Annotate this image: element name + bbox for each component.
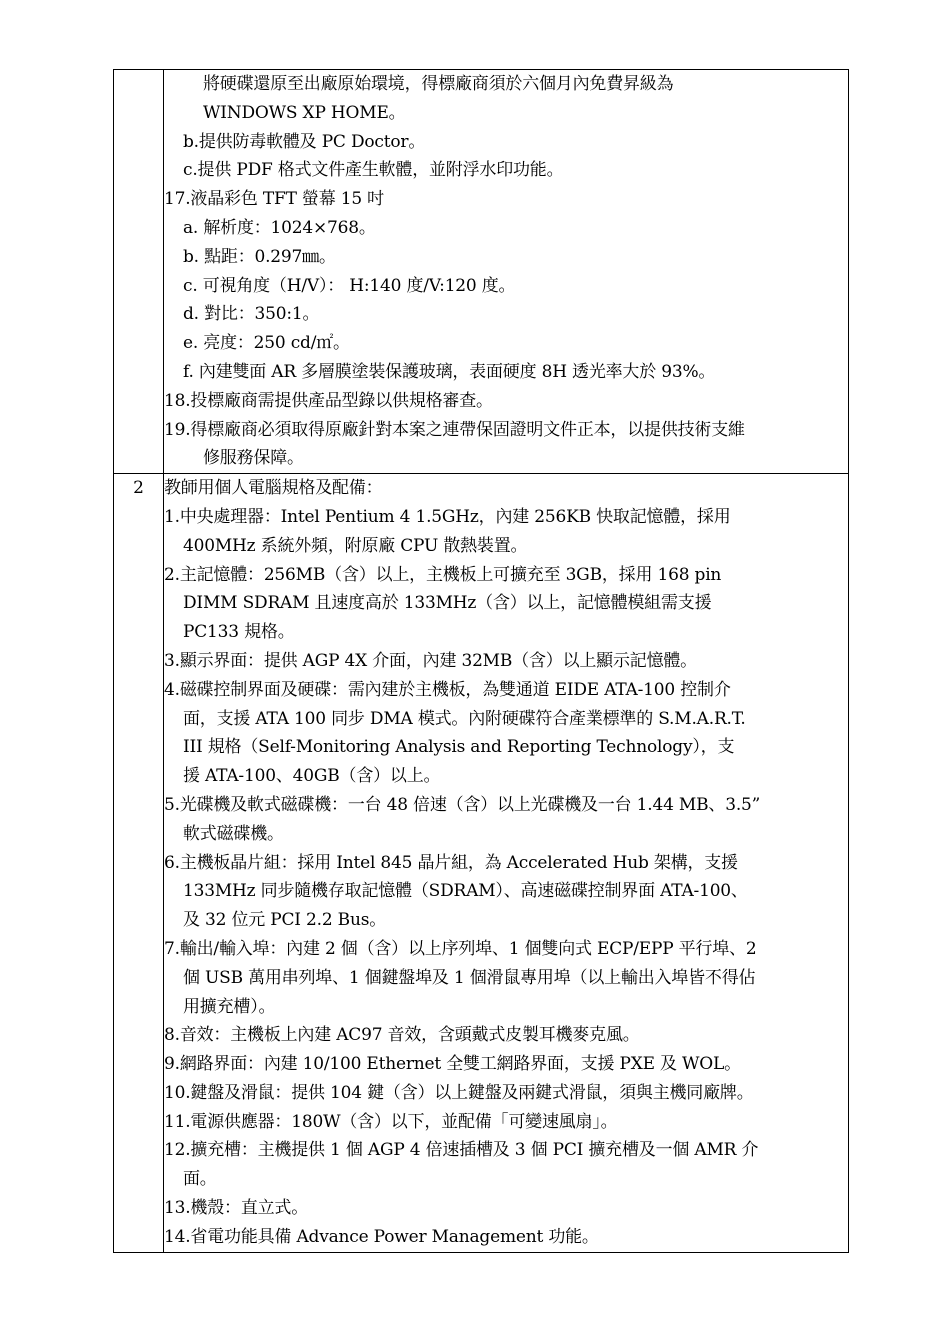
spec-line: 400MHz 系統外頻，附原廠 CPU 散熱裝置。 (183, 535, 528, 556)
spec-line: 14.省電功能具備 Advance Power Management 功能。 (164, 1226, 599, 1247)
spec-line: 7.輸出/輸入埠：內建 2 個（含）以上序列埠、1 個雙向式 ECP/EPP 平行埠、2 (164, 938, 757, 959)
spec-line: III 規格（Self-Monitoring Analysis and Reporting Technology），支 (183, 737, 735, 758)
spec-line: 援 ATA-100、40GB（含）以上。 (183, 766, 441, 787)
spec-line: 10.鍵盤及滑鼠：提供 104 鍵（含）以上鍵盤及兩鍵式滑鼠，須與主機同廠牌。 (164, 1082, 754, 1103)
spec-line: 面。 (183, 1169, 217, 1190)
spec-content (164, 70, 849, 474)
spec-line: 4.磁碟控制界面及硬碟：需內建於主機板，為雙通道 EIDE ATA-100 控制介 (164, 679, 731, 700)
spec-line: 面，支援 ATA 100 同步 DMA 模式。內附硬碟符合產業標準的 S.M.A.R.T. (183, 708, 746, 729)
spec-content (164, 474, 849, 1253)
spec-line: 17.液晶彩色 TFT 螢幕 15 吋 (164, 189, 384, 210)
spec-line: f. 內建雙面 AR 多層膜塗裝保護玻璃，表面硬度 8H 透光率大於 93%。 (183, 361, 716, 382)
spec-line: 個 USB 萬用串列埠、1 個鍵盤埠及 1 個滑鼠專用埠（以上輸出入埠皆不得佔 (183, 967, 756, 988)
spec-line: 9.網路界面：內建 10/100 Ethernet 全雙工網路界面，支援 PXE 及 WOL。 (164, 1054, 741, 1075)
spec-line: d. 對比：350:1。 (183, 304, 320, 325)
spec-line: 及 32 位元 PCI 2.2 Bus。 (183, 910, 387, 931)
spec-table-body (114, 70, 849, 1253)
spec-line: 13.機殼：直立式。 (164, 1198, 309, 1219)
spec-line: 軟式磁碟機。 (183, 823, 284, 844)
spec-line: b.提供防毒軟體及 PC Doctor。 (183, 131, 426, 152)
table-row (114, 70, 849, 474)
spec-line: 133MHz 同步隨機存取記憶體（SDRAM）、高速磁碟控制界面 ATA-100、 (183, 881, 748, 902)
spec-line: 修服務保障。 (203, 448, 304, 469)
item-number (114, 70, 164, 474)
spec-line: 6.主機板晶片組：採用 Intel 845 晶片組，為 Accelerated Hub 架構，支援 (164, 852, 738, 873)
spec-line: WINDOWS XP HOME。 (203, 102, 406, 123)
spec-line: c.提供 PDF 格式文件產生軟體，並附浮水印功能。 (183, 160, 564, 181)
spec-line: 1.中央處理器：Intel Pentium 4 1.5GHz，內建 256KB 快取記憶體，採用 (164, 506, 731, 527)
spec-line: 用擴充槽）。 (183, 996, 276, 1017)
item-number: 2 (114, 474, 164, 1253)
spec-line: 11.電源供應器：180W（含）以下，並配備「可變速風扇」。 (164, 1111, 618, 1132)
spec-line: 19.得標廠商必須取得原廠針對本案之連帶保固證明文件正本，以提供技術支維 (164, 419, 745, 440)
spec-line: 8.音效：主機板上內建 AC97 音效，含頭戴式皮製耳機麥克風。 (164, 1025, 640, 1046)
table-row (114, 474, 849, 1253)
spec-table (113, 69, 849, 1253)
spec-line: a. 解析度：1024×768。 (183, 217, 376, 238)
spec-line: c. 可視角度（H/V）： H:140 度/V:120 度。 (183, 275, 516, 296)
spec-line: 12.擴充槽：主機提供 1 個 AGP 4 倍速插槽及 3 個 PCI 擴充槽及一個 AMR 介 (164, 1140, 759, 1161)
spec-line: 教師用個人電腦規格及配備： (164, 478, 383, 499)
spec-line: DIMM SDRAM 且速度高於 133MHz（含）以上，記憶體模組需支援 (183, 593, 712, 614)
spec-line: PC133 規格。 (183, 622, 295, 643)
spec-line: 將硬碟還原至出廠原始環境，得標廠商須於六個月內免費昇級為 (203, 74, 674, 94)
spec-line: 5.光碟機及軟式磁碟機：一台 48 倍速（含）以上光碟機及一台 1.44 MB、3.5” (164, 794, 761, 815)
spec-line: b. 點距：0.297㎜。 (183, 246, 336, 267)
spec-line: 2.主記憶體：256MB（含）以上，主機板上可擴充至 3GB，採用 168 pin (164, 564, 722, 585)
spec-line: 18.投標廠商需提供產品型錄以供規格審查。 (164, 390, 493, 411)
spec-line: e. 亮度：250 cd/㎡。 (183, 333, 350, 354)
spec-line: 3.顯示界面：提供 AGP 4X 介面，內建 32MB（含）以上顯示記憶體。 (164, 650, 697, 671)
